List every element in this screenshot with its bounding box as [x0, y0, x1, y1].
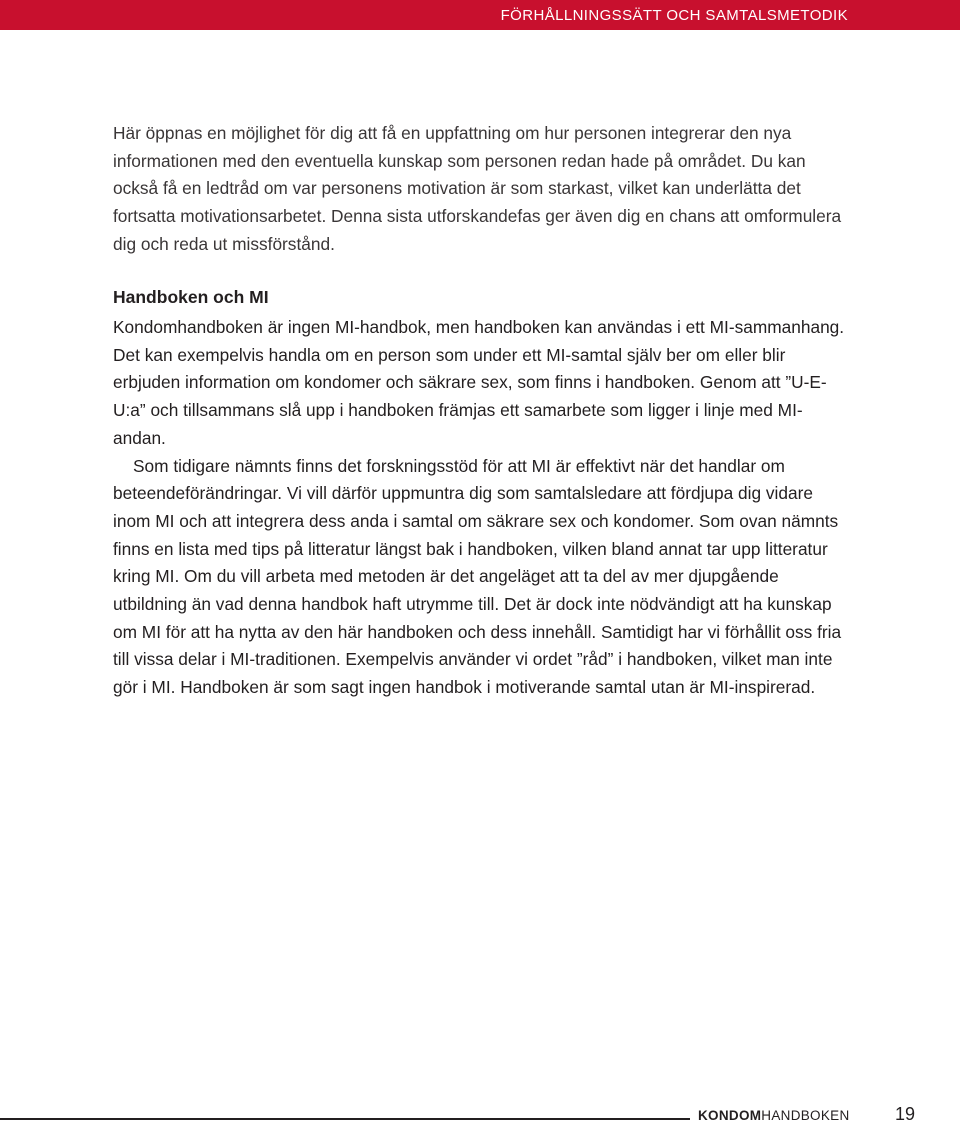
page-number: 19: [895, 1104, 916, 1124]
running-header-title: FÖRHÅLLNINGSSÄTT OCH SAMTALSMETODIK: [500, 7, 848, 24]
intro-text: [113, 120, 848, 259]
section-paragraph-2: Som tidigare nämnts finns det forskningsstöd för att MI är effektivt när det handlar om beteendeförändringar. Vi vill därför uppmuntra dig som samtalsledare att fördjupa dig vidare inom MI och att integrera dess anda i samtal om säkrare sex och kondomer. Som ovan nämnts finns en lista med tips på litteratur längst bak i handboken, vilken bland annat tar upp litteratur kring MI. Om du vill arbeta med metoden är det angeläget att ta del av mer djupgående utbildning än vad denna handbok haft utrymme till. Det är dock inte nödvändigt att ha kunskap om MI för att ha nytta av den här handboken och dess innehåll. Samtidigt har vi förhållit oss fria till vissa delar i MI-traditionen. Exempelvis använder vi ordet ”råd” i handboken, vilket man inte gör i MI. Handboken är som sagt ingen handbok i motiverande samtal utan är MI-inspirerad.: [113, 455, 842, 698]
section-heading: Handboken och MI: [113, 287, 269, 307]
footer-brand: [698, 1108, 850, 1123]
intro-paragraph: Här öppnas en möjlighet för dig att få en uppfattning om hur personen integrerar den nya informationen med den eventuella kunskap som personen redan hade på området. Du kan också få en ledtråd om var personens motivation är som starkast, vilket kan underlätta det fortsatta motivationsarbetet. Denna sista utforskandefas ger även dig en chans att omformulera dig och reda ut missförstånd.: [113, 123, 842, 254]
section-body: [113, 314, 848, 702]
footer-rule: [0, 1118, 690, 1120]
header-bar: [0, 0, 960, 30]
section-paragraph-1: Kondomhandboken är ingen MI-handbok, men handboken kan användas i ett MI-sammanhang. Det kan exempelvis handla om en person som under ett MI-samtal själv ber om eller blir erbjuden information om kondomer och säkrare sex, som finns i handboken. Genom att ”U-E-U:a” och tillsammans slå upp i handboken främjas ett samarbete som ligger i linje med MI-andan.: [113, 317, 845, 448]
footer-brand-regular: HANDBOKEN: [761, 1108, 850, 1123]
footer-brand-bold: KONDOM: [698, 1108, 762, 1123]
